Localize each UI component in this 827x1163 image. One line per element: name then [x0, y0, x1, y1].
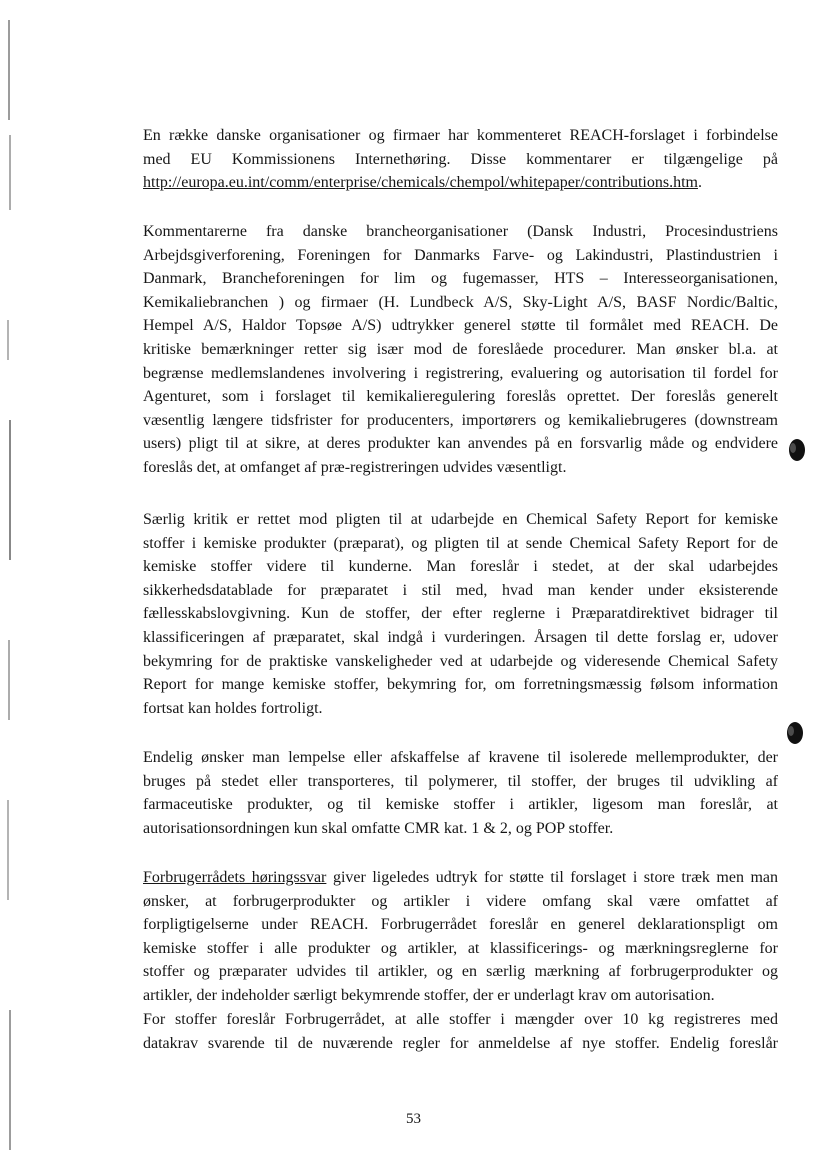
- scan-edge-marks: [0, 0, 30, 1163]
- contributions-link[interactable]: http://europa.eu.int/comm/enterprise/chemicals/chempol/whitepaper/contributions.htm: [143, 174, 698, 192]
- paragraph-registration-proposal: [143, 1008, 778, 1055]
- text-line: datakrav svarende til de nuværende regler for anmeldelse af nye stoffer. Endelig foreslår: [143, 1034, 778, 1052]
- text-line: fællesskabslovgivning. Kun de stoffer, der efter reglerne i Præparatdirektivet bidrager til: [143, 605, 778, 623]
- text-line: begrænse medlemslandenes involvering i registrering, evaluering og autorisation til fordel for: [143, 364, 778, 382]
- text-line: kemiske stoffer videre til kunderne. Man foreslår i stedet, at der skal udarbejdes: [143, 558, 778, 576]
- text-line: Report for mange kemiske stoffer, bekymring for, om forretningsmæssig følsom information: [143, 676, 778, 694]
- text-line: ønsker, at forbrugerprodukter og artikler i videre omfang skal være omfattet af: [143, 892, 778, 910]
- text-line: Kemikaliebranchen ) og firmaer (H. Lundbeck A/S, Sky-Light A/S, BASF Nordic/Baltic,: [143, 293, 778, 311]
- text-line: foreslås det, at omfanget af præ-registreringen udvides væsentligt.: [143, 458, 567, 476]
- text-line: Endelig ønsker man lempelse eller afskaffelse af kravene til isolerede mellemprodukter, der: [143, 749, 778, 766]
- text-line: [143, 866, 778, 890]
- text-line: kritiske bemærkninger retter sig især mod de foreslåede procedurer. Man ønsker bl.a. at: [143, 340, 778, 358]
- text-line: klassificeringen af præparatet, skal indgå i vurderingen. Årsagen til dette forslag er, udover: [143, 628, 778, 646]
- paragraph-industry-comments: [143, 220, 778, 480]
- text-line: [143, 171, 778, 195]
- text-line: sikkerhedsdatablade for præparatet i stil med, hvad man kender under eksisterende: [143, 581, 778, 599]
- text-line: kemiske stoffer i alle produkter og artikler, at klassificerings- og mærkningsreglerne for: [143, 939, 778, 957]
- text-line: Arbejdsgiverforening, Foreningen for Danmarks Farve- og Lakindustri, Plastindustrien i: [143, 246, 778, 264]
- text-line: artikler, der indeholder særligt bekymrende stoffer, der er underlagt krav om autorisation.: [143, 986, 715, 1004]
- binder-punch-hole-icon: [786, 721, 804, 745]
- paragraph-consumer-council-response: [143, 866, 778, 1008]
- text-line: Hempel A/S, Haldor Topsøe A/S) udtrykker generel støtte til formålet med REACH. De: [143, 317, 778, 335]
- text-line: forpligtigelserne under REACH. Forbrugerrådet foreslår en generel deklarationspligt om: [143, 916, 778, 934]
- text-line: farmaceutiske produkter, og til kemiske stoffer i artikler, ligesom man foreslår, at: [143, 796, 778, 814]
- text-line: stoffer og præparater udvides til artikler, og en særlig mærkning af forbrugerprodukter og: [143, 963, 778, 981]
- text-line: Kommentarerne fra danske brancheorganisationer (Dansk Industri, Procesindustriens: [143, 223, 778, 240]
- text-line: autorisationsordningen kun skal omfatte CMR kat. 1 & 2, og POP stoffer.: [143, 819, 614, 837]
- link-punctuation: .: [697, 174, 702, 192]
- text-line: Agenturet, som i forslaget til kemikalieregulering foreslås oprettet. Der foreslås generelt: [143, 388, 778, 406]
- text-line: bruges på stedet eller transporteres, til polymerer, til stoffer, der bruges til udvikling af: [143, 772, 778, 790]
- consumer-council-response-link[interactable]: Forbrugerrådets høringssvar: [143, 869, 327, 886]
- text-line: stoffer i kemiske produkter (præparat), og pligten til at sende Chemical Safety Report for de: [143, 534, 778, 552]
- paragraph-relaxation-requests: [143, 746, 778, 840]
- text-line: fortsat kan holdes fortroligt.: [143, 699, 323, 717]
- binder-punch-hole-icon: [788, 438, 806, 462]
- text-line: En række danske organisationer og firmaer har kommenteret REACH-forslaget i forbindelse: [143, 127, 778, 144]
- text-line: Særlig kritik er rettet mod pligten til at udarbejde en Chemical Safety Report for kemiske: [143, 511, 778, 528]
- text-line: Danmark, Brancheforeningen for lim og fugemasser, HTS – Interesseorganisationen,: [143, 270, 778, 288]
- text-line: bekymring for de praktiske vanskeligheder ved at udarbejde og videresende Chemical Safety: [143, 652, 778, 670]
- page-number: 53: [406, 1111, 421, 1127]
- text-line: users) pligt til at sikre, at deres produkter kan anvendes på en forsvarlig måde og endvidere: [143, 435, 778, 453]
- text-line: med EU Kommissionens Internethøring. Disse kommentarer er tilgængelige på: [143, 150, 778, 168]
- paragraph-eu-internet-hearing: [143, 124, 778, 195]
- text-line: væsentlig længere tidsfrister for producenters, importørers og kemikaliebrugeres (downstream: [143, 411, 778, 429]
- paragraph-chemical-safety-report-critique: [143, 508, 778, 720]
- text-line: For stoffer foreslår Forbrugerrådet, at alle stoffer i mængder over 10 kg registreres med: [143, 1011, 778, 1028]
- text-run: giver ligeledes udtryk for støtte til forslaget i store træk men man: [332, 869, 779, 886]
